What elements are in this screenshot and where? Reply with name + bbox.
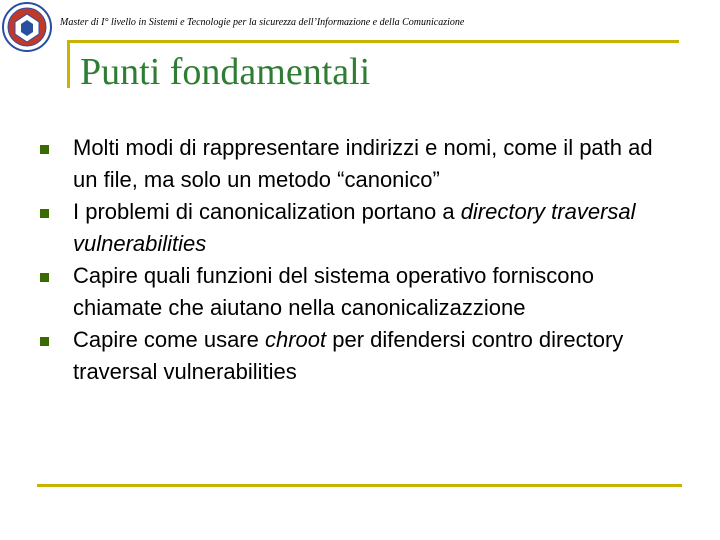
bullet-item: [40, 196, 680, 260]
bullet-text: Molti modi di rappresentare indirizzi e nomi, come il path ad un file, ma solo un metodo “canonico”: [73, 135, 653, 192]
bullet-emphasis: directory traversal vulnerabilities: [73, 199, 636, 256]
title-left-rule: [67, 40, 70, 88]
square-bullet-icon: [40, 337, 49, 346]
bullet-item: [40, 324, 680, 388]
square-bullet-icon: [40, 145, 49, 154]
slide-title: Punti fondamentali: [80, 51, 371, 93]
square-bullet-icon: [40, 273, 49, 282]
bullet-list: [40, 132, 680, 388]
bullet-emphasis: chroot: [264, 327, 327, 352]
title-top-rule: [67, 40, 679, 43]
bullet-text: Capire quali funzioni del sistema operativo forniscono chiamate che aiutano nella canonicalizazzione: [73, 263, 594, 320]
bullet-text: Capire come usare: [73, 327, 265, 352]
university-seal-icon: [2, 2, 52, 52]
bullet-text: I problemi di canonicalization portano a: [73, 199, 461, 224]
bullet-item: [40, 132, 680, 196]
footer-rule: [37, 484, 682, 487]
bullet-item: [40, 260, 680, 324]
bullet-text-tail: per difendersi contro directory traversal vulnerabilities: [73, 327, 624, 384]
square-bullet-icon: [40, 209, 49, 218]
institution-header: Master di I° livello in Sistemi e Tecnologie per la sicurezza dell’Informazione e della Comunicazione: [60, 17, 465, 28]
